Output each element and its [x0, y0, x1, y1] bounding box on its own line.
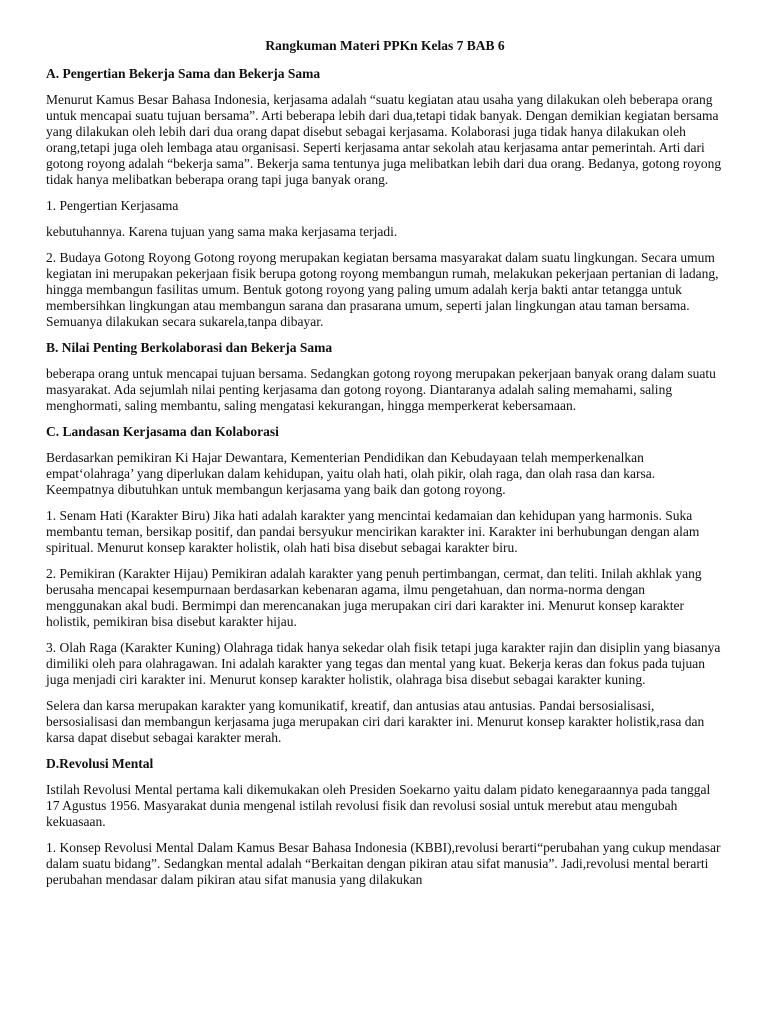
document-title: Rangkuman Materi PPKn Kelas 7 BAB 6: [265, 38, 505, 53]
paragraph: 2. Budaya Gotong Royong Gotong royong merupakan kegiatan bersama masyarakat dalam suatu lingkungan. Secara umum kegiatan ini merupakan pekerjaan fisik berupa gotong royong membangun rumah, melakukan pekerjaan pertanian di ladang, hingga membangun fasilitas umum. Bentuk gotong royong yang paling umum adalah kerja bakti antar tetangga untuk membersihkan lingkungan atau membangun sarana dan prasarana umum, seperti jalan lingkungan atau taman bersama. Semuanya dilakukan secara sukarela,tanpa dibayar.: [46, 250, 719, 329]
section-heading-c: C. Landasan Kerjasama dan Kolaborasi: [46, 424, 279, 439]
section-heading-a: A. Pengertian Bekerja Sama dan Bekerja Sama: [46, 66, 321, 81]
section-heading-b: B. Nilai Penting Berkolaborasi dan Bekerja Sama: [46, 340, 333, 355]
paragraph: Berdasarkan pemikiran Ki Hajar Dewantara, Kementerian Pendidikan dan Kebudayaan telah memperkenalkan empat‘olahraga’ yang diperlukan dalam kehidupan, yaitu olah hati, olah pikir, olah raga, dan olah rasa dan karsa. Keempatnya dibutuhkan untuk membangun kerjasama yang baik dan gotong royong.: [46, 450, 656, 497]
paragraph: 3. Olah Raga (Karakter Kuning) Olahraga tidak hanya sekedar olah fisik tetapi juga karakter rajin dan disiplin yang biasanya dimiliki oleh para olahragawan. Ini adalah karakter yang tegas dan mental yang kuat. Bekerja keras dan fokus pada tujuan juga menjadi ciri karakter ini. Menurut konsep karakter holistik, olahraga bisa disebut sebagai karakter kuning.: [46, 640, 721, 687]
paragraph: 1. Pengertian Kerjasama: [46, 198, 179, 213]
paragraph: Istilah Revolusi Mental pertama kali dikemukakan oleh Presiden Soekarno yaitu dalam pidato kenegaraannya pada tanggal 17 Agustus 1956. Masyarakat dunia mengenal istilah revolusi fisik dan revolusi sosial untuk merebut atau mengubah kekuasaan.: [46, 782, 711, 829]
paragraph: beberapa orang untuk mencapai tujuan bersama. Sedangkan gotong royong merupakan pekerjaan banyak orang dalam suatu masyarakat. Ada sejumlah nilai penting kerjasama dan gotong royong. Diantaranya adalah saling memahami, saling menghormati, saling membantu, saling mengatasi kekurangan, hingga memperkerat kebersamaan.: [46, 366, 716, 413]
paragraph: kebutuhannya. Karena tujuan yang sama maka kerjasama terjadi.: [46, 224, 398, 239]
paragraph: 1. Senam Hati (Karakter Biru) Jika hati adalah karakter yang mencintai kedamaian dan kehidupan yang harmonis. Suka membantu teman, bersikap positif, dan pandai bersyukur mencirikan karakter ini. Karakter ini berhubungan dengan alam spiritual. Menurut konsep karakter holistik, olah hati bisa disebut sebagai karakter biru.: [46, 508, 700, 555]
paragraph: Menurut Kamus Besar Bahasa Indonesia, kerjasama adalah “suatu kegiatan atau usaha yang dilakukan oleh beberapa orang untuk mencapai suatu tujuan bersama”. Arti beberapa lebih dari dua,tetapi tidak banyak. Dengan demikian kegiatan bersama yang dilakukan oleh lebih dari dua orang dapat disebut sebagai kerjasama. Kolaborasi juga tidak hanya dilakukan oleh orang,tetapi juga oleh lembaga atau organisasi. Seperti kerjasama antar sekolah atau kerjasama antar pemerintah. Arti dari gotong royong adalah “bekerja sama”. Bekerja sama tentunya juga melibatkan lebih dari dua orang. Bedanya, gotong royong tidak hanya melibatkan beberapa orang tapi juga banyak orang.: [46, 92, 722, 187]
document-page: [46, 36, 724, 898]
paragraph: 1. Konsep Revolusi Mental Dalam Kamus Besar Bahasa Indonesia (KBBI),revolusi berarti“perubahan yang cukup mendasar dalam suatu bidang”. Sedangkan mental adalah “Berkaitan dengan pikiran atau sifat manusia”. Jadi,revolusi mental berarti perubahan mendasar dalam pikiran atau sifat manusia yang dilakukan: [46, 840, 721, 887]
paragraph: 2. Pemikiran (Karakter Hijau) Pemikiran adalah karakter yang penuh pertimbangan, cermat, dan teliti. Inilah akhlak yang berusaha mencapai kesempurnaan berdasarkan kebenaran agama, ilmu pengetahuan, dan norma-norma dengan menggunakan akal budi. Bermimpi dan merencanakan juga merupakan ciri dari karakter ini. Menurut konsep karakter holistik, pemikiran bisa disebut karakter hijau.: [46, 566, 702, 629]
paragraph: Selera dan karsa merupakan karakter yang komunikatif, kreatif, dan antusias atau antusias. Pandai bersosialisasi, bersosialisasi dan membangun kerjasama juga merupakan ciri dari karakter ini. Menurut konsep karakter holistik,rasa dan karsa dapat disebut sebagai karakter merah.: [46, 698, 705, 745]
section-heading-d: D.Revolusi Mental: [46, 756, 154, 771]
